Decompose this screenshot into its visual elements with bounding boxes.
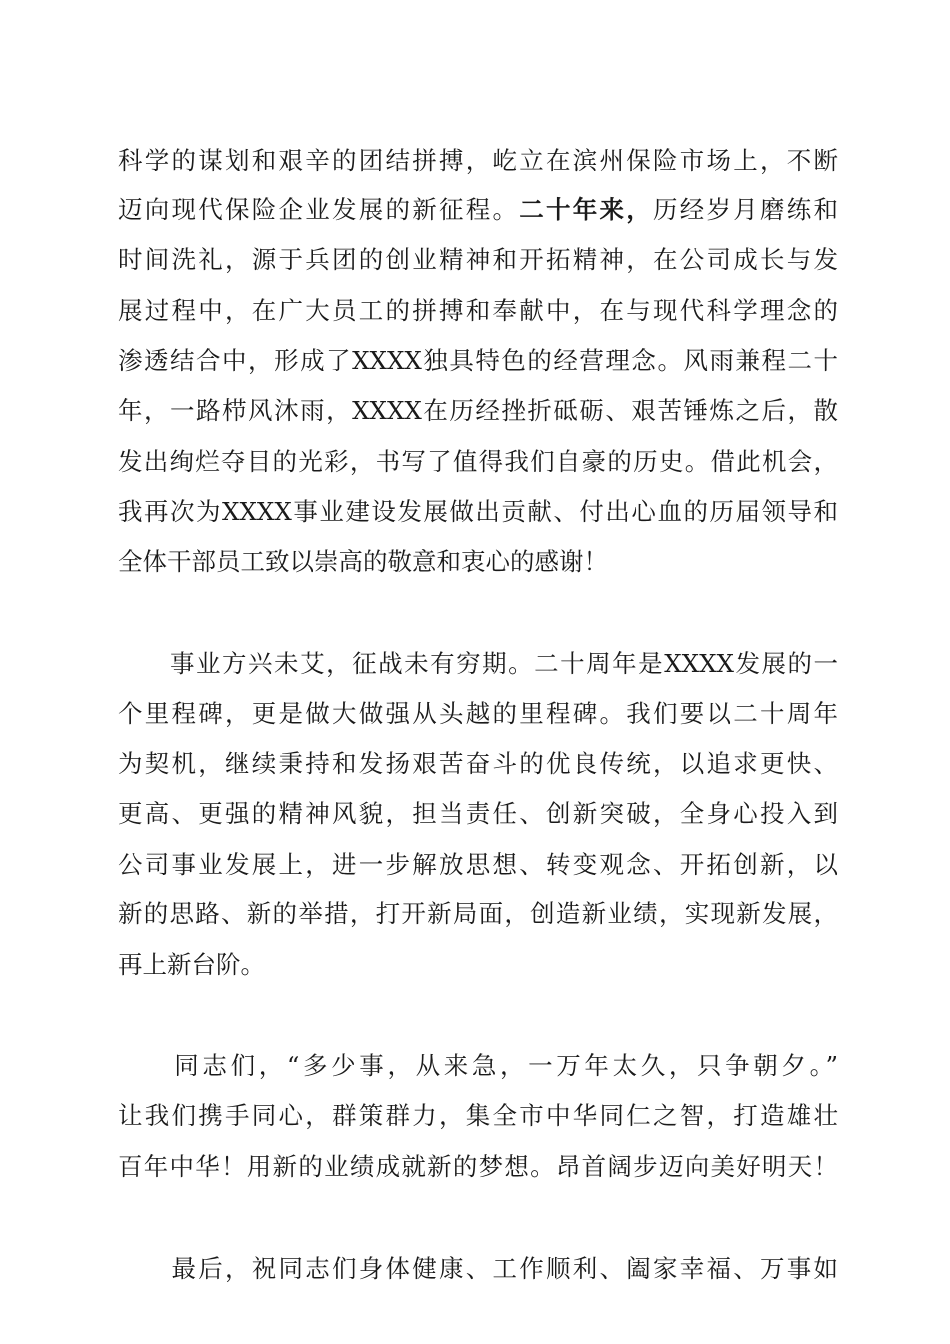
text-line — [118, 185, 838, 235]
text-segment: 百年中华！用新的业绩成就新的梦想。昂首阔步迈向美好明天！ — [118, 1152, 838, 1181]
text-segment: 事业方兴未艾，征战未有穷期。二十周年是XXXX发展的一 — [118, 649, 838, 678]
text-line — [118, 487, 838, 537]
text-segment: 年，一路栉风沐雨，XXXX在历经挫折砥砺、艰苦锤炼之后，散 — [118, 396, 838, 425]
text-segment: 渗透结合中，形成了XXXX独具特色的经营理念。风雨兼程二十 — [118, 346, 838, 375]
text-line — [118, 889, 838, 939]
text-line — [118, 437, 838, 487]
text-segment: 时间洗礼，源于兵团的创业精神和开拓精神，在公司成长与发 — [118, 245, 838, 274]
text-line — [118, 689, 838, 739]
text-line — [118, 136, 838, 186]
text-line — [118, 1091, 838, 1141]
text-line — [118, 639, 838, 689]
text-line — [118, 1041, 838, 1091]
text-segment: 个里程碑，更是做大做强从头越的里程碑。我们要以二十周年 — [118, 699, 838, 728]
text-line — [118, 840, 838, 890]
text-line — [118, 286, 838, 336]
text-segment: 展过程中，在广大员工的拼搏和奉献中，在与现代科学理念的 — [118, 296, 838, 325]
text-line — [118, 386, 838, 436]
text-segment: 同志们，“多少事，从来急，一万年太久，只争朝夕。” — [118, 1051, 838, 1080]
text-segment: 更高、更强的精神风貌，担当责任、创新突破，全身心投入到 — [118, 799, 838, 828]
text-line — [118, 789, 838, 839]
text-line — [118, 940, 838, 990]
text-segment: 新的思路、新的举措，打开新局面，创造新业绩，实现新发展， — [118, 899, 838, 928]
text-segment: 最后，祝同志们身体健康、工作顺利、阖家幸福、万事如 — [118, 1254, 838, 1283]
text-line — [118, 235, 838, 285]
text-segment: 为契机，继续秉持和发扬艰苦奋斗的优良传统，以追求更快、 — [118, 749, 838, 778]
text-segment: 历经岁月磨练和 — [653, 195, 838, 224]
text-line — [118, 739, 838, 789]
text-segment: 公司事业发展上，进一步解放思想、转变观念、开拓创新，以 — [118, 850, 838, 879]
text-line — [118, 537, 838, 587]
bold-text-segment: 二十年来， — [519, 195, 653, 224]
text-line — [118, 1244, 838, 1294]
text-segment: 全体干部员工致以崇高的敬意和衷心的感谢！ — [118, 547, 608, 576]
text-line — [118, 1142, 838, 1192]
text-line — [118, 336, 838, 386]
text-segment: 迈向现代保险企业发展的新征程。 — [118, 195, 520, 224]
text-segment: 科学的谋划和艰辛的团结拼搏，屹立在滨州保险市场上，不断 — [118, 146, 838, 175]
text-segment: 发出绚烂夺目的光彩，书写了值得我们自豪的历史。借此机会， — [118, 447, 838, 476]
text-segment: 让我们携手同心，群策群力，集全市中华同仁之智，打造雄壮 — [118, 1101, 838, 1130]
text-segment: 再上新台阶。 — [118, 950, 265, 979]
text-segment: 我再次为XXXX事业建设发展做出贡献、付出心血的历届领导和 — [118, 497, 838, 526]
